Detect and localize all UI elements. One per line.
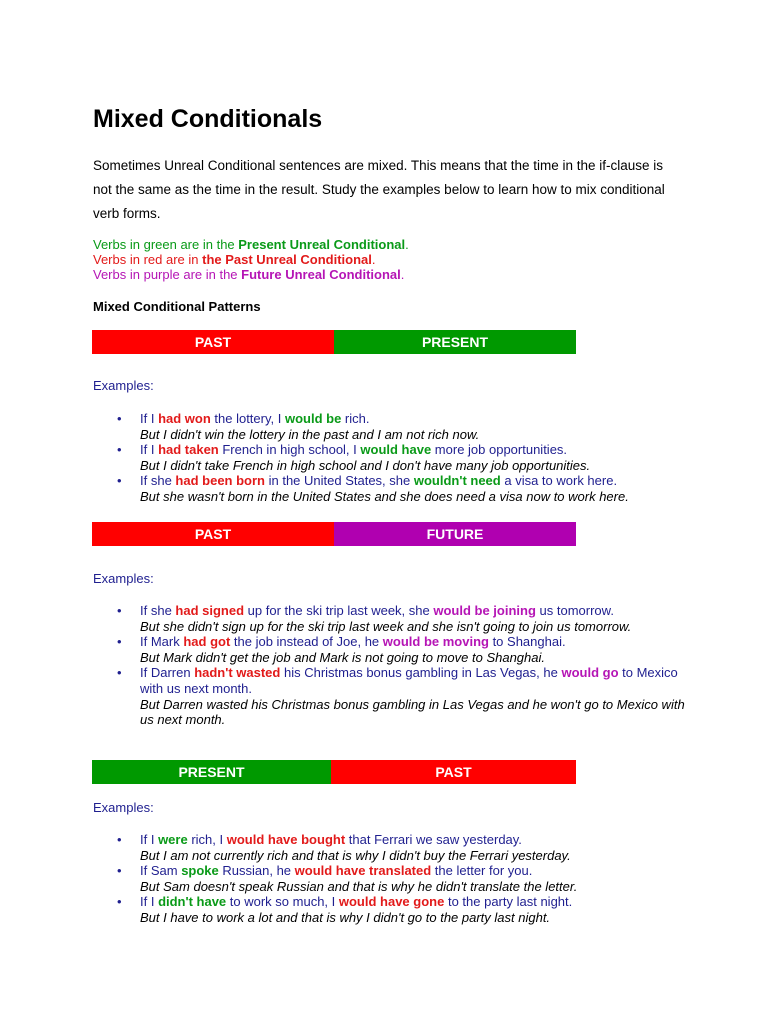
- pattern-bar-present-past: [92, 760, 576, 784]
- sentence-text: the lottery, I: [210, 411, 285, 426]
- sentence-text: to the party last night.: [444, 894, 573, 910]
- bar-cell-present: PRESENT: [92, 760, 331, 784]
- verb-past: had been born: [175, 473, 265, 489]
- verb-present: would be: [284, 411, 342, 426]
- patterns-heading: Mixed Conditional Patterns: [93, 299, 261, 314]
- explanation: But she wasn't born in the United States and she does need a visa now to work here.: [140, 488, 629, 504]
- explanation: But she didn't sign up for the ski trip last week and she isn't going to join us tomorrow.: [140, 618, 632, 634]
- page-title: Mixed Conditionals: [93, 105, 323, 133]
- sentence-text: more job opportunities.: [431, 442, 568, 458]
- sentence-text: that Ferrari we saw yesterday.: [345, 832, 522, 847]
- list-item: [93, 634, 693, 665]
- verb-past: had taken: [158, 442, 219, 458]
- sentence-text: If Sam: [140, 863, 182, 879]
- example-list: [93, 603, 693, 728]
- sentence-text: the letter for you.: [431, 863, 533, 879]
- sentence-text: If I: [140, 411, 159, 426]
- examples-label: Examples:: [93, 571, 154, 586]
- bullet: •: [117, 634, 122, 650]
- legend-green-prefix: Verbs in green are in the: [93, 237, 239, 252]
- sentence-text: If she: [140, 603, 176, 618]
- explanation: But I didn't win the lottery in the past and I am not rich now.: [140, 426, 480, 442]
- explanation: But Sam doesn't speak Russian and that is why he didn't translate the letter.: [140, 878, 578, 894]
- verb-past: would have translated: [294, 863, 432, 879]
- list-item: [93, 894, 693, 925]
- verb-future: would go: [561, 665, 619, 681]
- sentence-text: us tomorrow.: [535, 603, 614, 618]
- explanation: But Mark didn't get the job and Mark is not going to move to Shanghai.: [140, 649, 545, 665]
- pattern-bar-past-present: [92, 330, 576, 354]
- bullet: •: [117, 665, 122, 681]
- legend-red-term: the Past Unreal Conditional: [202, 252, 372, 267]
- bar-cell-past: PAST: [92, 522, 334, 546]
- example-list: [93, 832, 693, 926]
- verb-future: would be moving: [382, 634, 489, 650]
- examples-label: Examples:: [93, 800, 154, 815]
- bullet: •: [117, 832, 122, 847]
- bar-cell-past: PAST: [92, 330, 334, 354]
- verb-past: had won: [158, 411, 211, 426]
- list-item: [93, 665, 693, 727]
- bullet: •: [117, 442, 122, 458]
- sentence-text: a visa to work here.: [500, 473, 618, 489]
- legend-green: [93, 237, 409, 252]
- examples-label: Examples:: [93, 378, 154, 393]
- verb-past: had got: [183, 634, 231, 650]
- sentence-text: If she: [140, 473, 176, 489]
- verb-present: didn't have: [158, 894, 227, 910]
- legend-green-term: Present Unreal Conditional: [238, 237, 406, 252]
- list-item: [93, 603, 693, 634]
- verb-future: would be joining: [433, 603, 536, 618]
- sentence-text: French in high school, I: [218, 442, 361, 458]
- legend-purple-prefix: Verbs in purple are in the: [93, 267, 242, 282]
- bar-cell-past: PAST: [331, 760, 576, 784]
- bullet: •: [117, 894, 122, 910]
- sentence-text: If Mark: [140, 634, 184, 650]
- example-list: [93, 411, 693, 505]
- sentence-text: to Shanghai.: [488, 634, 566, 650]
- legend-purple-term: Future Unreal Conditional: [241, 267, 401, 282]
- bullet: •: [117, 411, 122, 426]
- sentence-text: If I: [140, 832, 159, 847]
- sentence-text: his Christmas bonus gambling in Las Vegas, he: [280, 665, 562, 681]
- verb-past: would have bought: [226, 832, 346, 847]
- sentence-text: If I: [140, 894, 159, 910]
- sentence-text: the job instead of Joe, he: [230, 634, 383, 650]
- verb-present: spoke: [181, 863, 219, 879]
- sentence-text: Russian, he: [218, 863, 295, 879]
- sentence-text: If I: [140, 442, 159, 458]
- sentence-text: up for the ski trip last week, she: [244, 603, 434, 618]
- explanation: But Darren wasted his Christmas bonus gambling in Las Vegas and he won't go to Mexico with us next month.: [140, 696, 685, 728]
- legend-purple: [93, 267, 404, 282]
- explanation: But I have to work a lot and that is why I didn't go to the party last night.: [140, 909, 551, 925]
- sentence-text: to Mexico with us next month.: [140, 665, 678, 696]
- verb-present: wouldn't need: [413, 473, 501, 489]
- legend-green-suffix: .: [405, 237, 409, 252]
- sentence-text: If Darren: [140, 665, 195, 681]
- verb-past: hadn't wasted: [194, 665, 281, 681]
- verb-past: would have gone: [338, 894, 445, 910]
- list-item: [93, 863, 693, 894]
- bar-cell-future: FUTURE: [334, 522, 576, 546]
- bullet: •: [117, 863, 122, 879]
- verb-present: were: [158, 832, 188, 847]
- sentence-text: rich, I: [187, 832, 227, 847]
- verb-present: would have: [360, 442, 432, 458]
- bar-cell-present: PRESENT: [334, 330, 576, 354]
- explanation: But I am not currently rich and that is why I didn't buy the Ferrari yesterday.: [140, 847, 571, 863]
- legend-red-prefix: Verbs in red are in: [93, 252, 203, 267]
- verb-past: had signed: [175, 603, 245, 618]
- sentence-text: rich.: [341, 411, 370, 426]
- bullet: •: [117, 473, 122, 489]
- intro-paragraph: Sometimes Unreal Conditional sentences are mixed. This means that the time in the if-clause is not the same as the time in the result. Study the examples below to learn how to mix conditional verb forms.: [93, 158, 665, 221]
- list-item: [93, 832, 693, 863]
- sentence-text: to work so much, I: [226, 894, 339, 910]
- sentence-text: in the United States, she: [264, 473, 414, 489]
- list-item: [93, 411, 693, 442]
- legend-red-suffix: .: [371, 252, 376, 267]
- legend-red: [93, 252, 376, 267]
- legend-purple-suffix: .: [400, 267, 405, 282]
- bullet: •: [117, 603, 122, 618]
- explanation: But I didn't take French in high school and I don't have many job opportunities.: [140, 457, 591, 473]
- pattern-bar-past-future: [92, 522, 576, 546]
- list-item: [93, 473, 693, 504]
- list-item: [93, 442, 693, 473]
